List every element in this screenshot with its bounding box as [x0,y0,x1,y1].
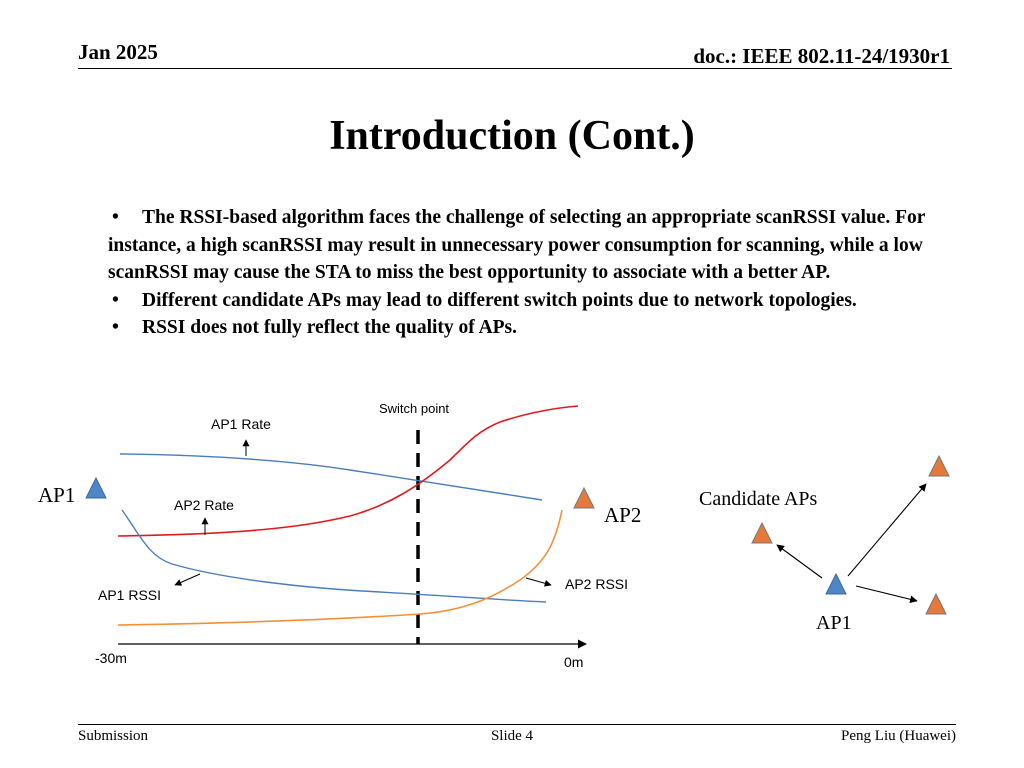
ap2-rate-label: AP2 Rate [174,497,234,513]
ap1-rssi-label: AP1 RSSI [98,587,162,603]
ap2-label: AP2 [604,503,642,527]
candidate-source-ap1-label: AP1 [816,612,852,634]
candidate-ap-triangle-icon [926,594,946,614]
candidate-ap-triangle-icon [929,456,949,476]
bullet-item [108,287,958,315]
footer-divider [78,724,956,725]
header-date: Jan 2025 [78,40,158,64]
x-axis-end-label: 0m [564,654,584,670]
bullet-item [108,314,958,342]
footer-slide-number: Slide 4 [490,728,534,744]
ap1-rate-label: AP1 Rate [211,416,271,432]
link-arrow [777,545,822,578]
rssi-rate-diagram [0,390,1024,690]
ap2-rate-curve [118,406,578,536]
ap1-triangle-icon [86,478,106,498]
x-axis-start-label: -30m [95,650,127,666]
bullet-text: Different candidate APs may lead to different switch points due to network topologies. [142,289,857,311]
bullet-marker: • [112,289,119,311]
link-arrow [856,586,917,601]
bullet-item [108,204,958,287]
ap1-rssi-arrow [175,574,200,585]
ap1-rate-curve [120,454,542,500]
bullet-text: RSSI does not fully reflect the quality of APs. [142,317,518,338]
candidate-ap-triangle-icon [752,523,772,543]
slide-title: Introduction (Cont.) [329,113,695,159]
bullet-list [108,204,958,342]
bullet-marker: • [112,317,119,338]
header-divider [78,68,952,69]
footer-submission: Submission [78,728,149,744]
footer-author: Peng Liu (Huawei) [841,728,956,744]
ap1-label: AP1 [38,483,76,507]
switch-point-label: Switch point [378,401,450,416]
candidate-aps-label: Candidate APs [699,488,818,510]
ap1-source-triangle-icon [826,574,846,594]
header-doc-id: doc.: IEEE 802.11-24/1930r1 [693,44,950,68]
ap2-rssi-label: AP2 RSSI [565,576,629,592]
ap1-rssi-curve [122,510,546,602]
bullet-text: The RSSI-based algorithm faces the challenge of selecting an appropriate scanRSSI value. For instance, a high scanRSSI may result in unnecessary power consumption for scanning, while a low scanRSSI may cause the STA to miss the best opportunity to associate with a better AP. [108,207,926,283]
link-arrow [848,484,926,576]
ap2-triangle-icon [574,488,594,508]
ap2-rssi-arrow [526,578,551,585]
bullet-marker: • [112,207,119,228]
